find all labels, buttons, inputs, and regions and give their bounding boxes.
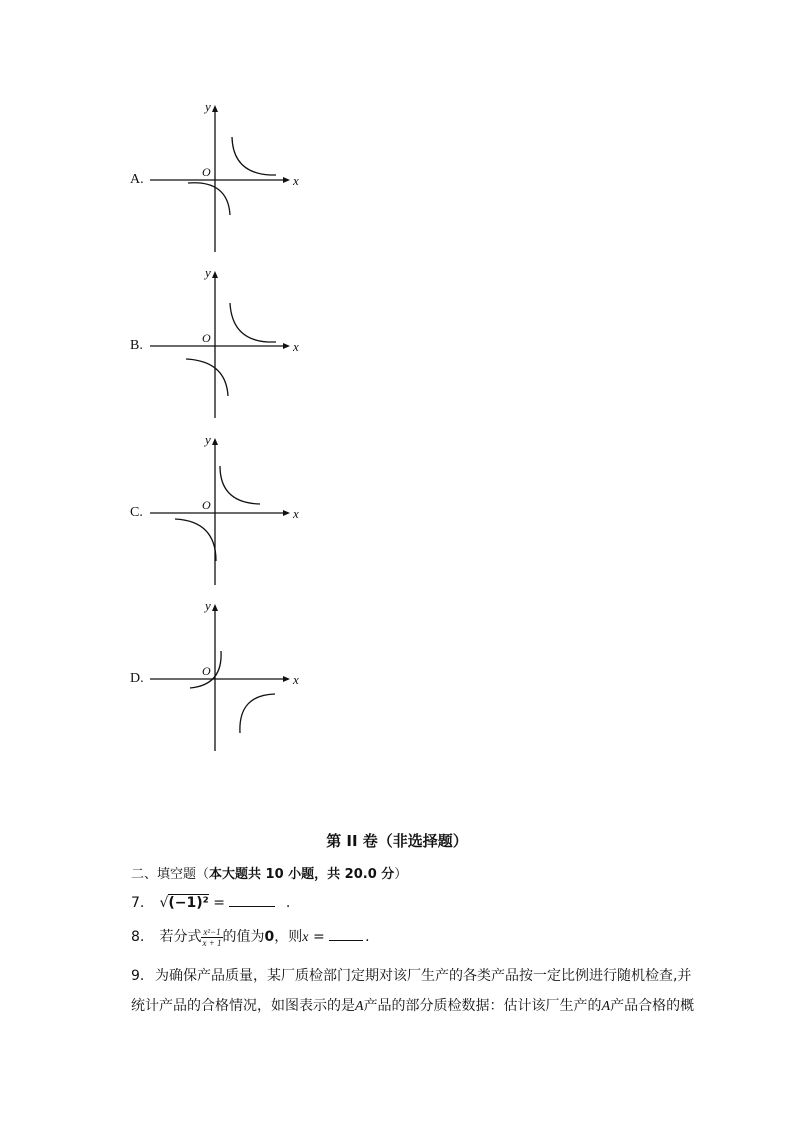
fraction: $\frac{\text{x²−1}}{x + 1}$ xyxy=(202,926,222,948)
option-a-graph xyxy=(120,100,320,260)
option-d xyxy=(120,599,320,759)
section-heading: 二、填空题（本大题共 10 小题，共 20.0 分） xyxy=(131,867,408,882)
option-d-label: D. xyxy=(130,671,144,686)
question-7: 7. √(−1)² = . xyxy=(131,895,291,911)
option-c xyxy=(120,433,320,593)
question-9 xyxy=(131,961,701,1022)
origin-label: O xyxy=(202,664,211,678)
option-d-graph xyxy=(120,599,320,759)
question-8: 8. 若分式 $\frac{\text{x²−1}}{x + 1}$ 的值为0，则x = . xyxy=(131,926,370,948)
option-a-label: A. xyxy=(130,172,144,187)
answer-blank[interactable] xyxy=(329,928,363,941)
option-c-graph xyxy=(120,433,320,593)
x-axis-label: x xyxy=(293,672,299,687)
origin-label: O xyxy=(202,165,211,179)
question-9-line-1: 9. 为确保产品质量，某厂质检部门定期对该厂生产的各类产品按一定比例进行随机检查,并 xyxy=(131,961,701,991)
section-title: 第 II 卷（非选择题） xyxy=(326,832,468,850)
y-axis-label: y xyxy=(205,265,211,280)
question-number: 8. xyxy=(131,929,145,945)
origin-label: O xyxy=(202,331,211,345)
option-a xyxy=(120,100,320,260)
question-number: 9. xyxy=(131,968,145,984)
option-b-graph xyxy=(120,266,320,426)
x-axis-label: x xyxy=(293,506,299,521)
origin-label: O xyxy=(202,498,211,512)
sqrt-symbol: √ xyxy=(159,895,169,911)
question-number: 7. xyxy=(131,895,145,911)
y-axis-label: y xyxy=(205,432,211,447)
option-b xyxy=(120,266,320,426)
x-axis-label: x xyxy=(293,173,299,188)
x-axis-label: x xyxy=(293,339,299,354)
question-9-line-2: 统计产品的合格情况，如图表示的是A产品的部分质检数据：估计该厂生产的A产品合格的概 xyxy=(131,998,695,1014)
option-b-label: B. xyxy=(130,338,143,353)
answer-blank[interactable] xyxy=(229,894,275,907)
y-axis-label: y xyxy=(205,598,211,613)
y-axis-label: y xyxy=(205,99,211,114)
option-c-label: C. xyxy=(130,505,143,520)
radicand: (−1)² xyxy=(168,895,209,911)
